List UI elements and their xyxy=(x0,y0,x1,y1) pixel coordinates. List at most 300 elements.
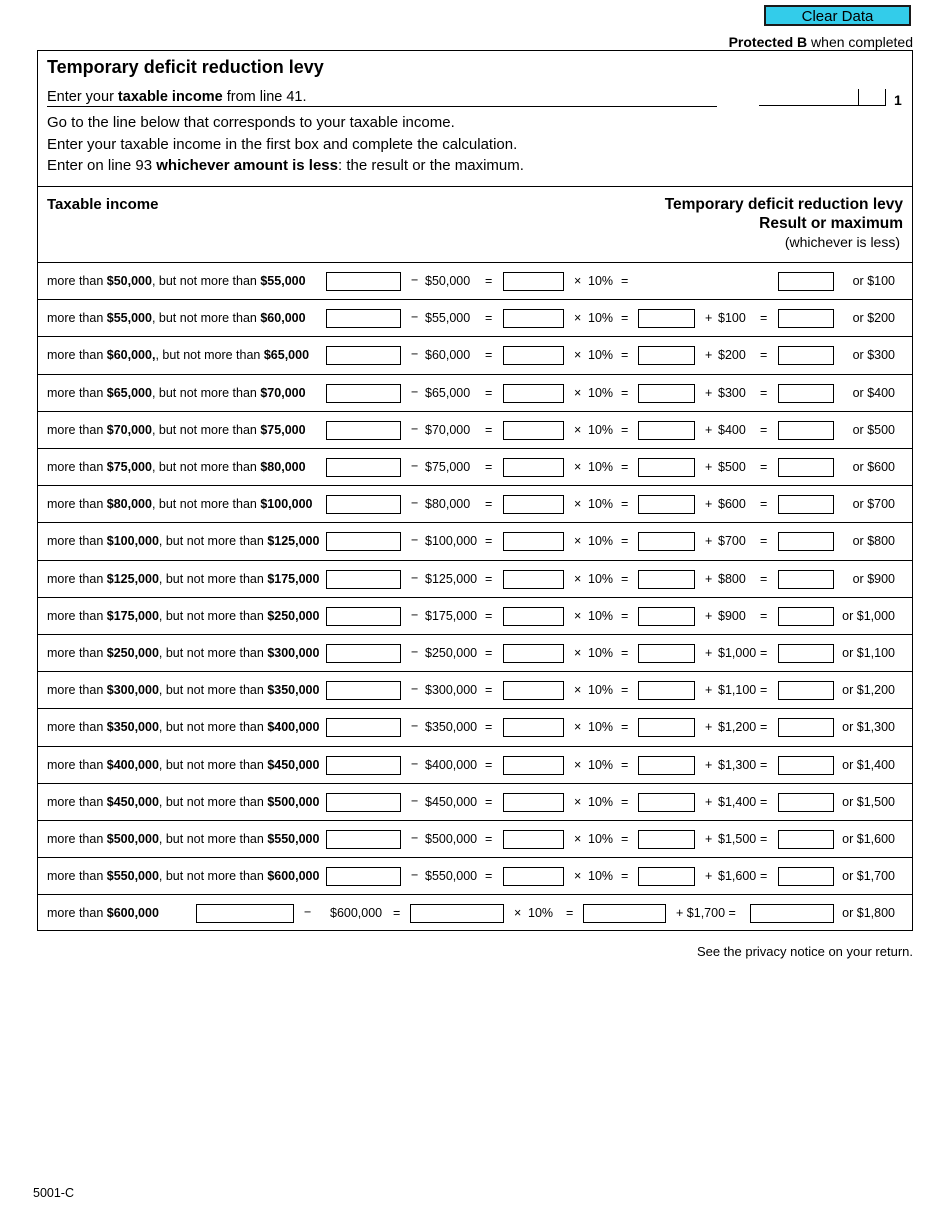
difference-field[interactable] xyxy=(503,309,564,328)
table-row xyxy=(38,522,912,559)
taxable-income-input[interactable] xyxy=(196,904,294,923)
equals-sign: = xyxy=(760,534,768,549)
minus-sign: − xyxy=(411,310,419,325)
taxable-income-input[interactable] xyxy=(326,309,401,328)
add-amount: $1,600 xyxy=(718,869,757,884)
difference-field[interactable] xyxy=(503,756,564,775)
equals-sign: = xyxy=(485,646,493,660)
equals-sign: = xyxy=(760,571,768,586)
add-amount: $400 xyxy=(718,422,746,437)
minus-sign: − xyxy=(411,756,419,771)
maximum-amount xyxy=(853,460,895,474)
bracket-description xyxy=(47,423,306,437)
product-field[interactable] xyxy=(638,570,695,589)
equals-sign: = xyxy=(621,720,629,735)
times-sign: × xyxy=(514,906,522,921)
more-than-text: more than xyxy=(47,794,107,809)
equals-sign: = xyxy=(621,608,629,623)
result-field[interactable] xyxy=(778,532,834,551)
bracket-low: $550,000 xyxy=(106,869,159,884)
privacy-notice: See the privacy notice on your return. xyxy=(696,944,913,959)
rate-label: 10% xyxy=(588,385,614,400)
bracket-high: $350,000 xyxy=(267,683,320,698)
equals-sign: = xyxy=(566,906,574,921)
bracket-high: $550,000 xyxy=(267,832,320,846)
subtract-amount: $80,000 xyxy=(425,497,471,512)
plus-sign: + xyxy=(705,757,713,772)
add-amount: $1,100 xyxy=(718,683,757,698)
or-text: or xyxy=(852,534,864,549)
result-field[interactable] xyxy=(778,421,834,440)
subtract-amount: $70,000 xyxy=(425,422,471,437)
more-than-text: more than xyxy=(47,422,107,437)
equals-sign: = xyxy=(621,385,629,400)
bracket-description xyxy=(47,572,319,586)
table-row xyxy=(38,299,912,336)
but-not-text: , but not more than xyxy=(158,794,268,809)
maximum-amount xyxy=(842,906,895,920)
but-not-text: , but not more than xyxy=(158,832,268,846)
taxable-income-input[interactable] xyxy=(326,421,401,440)
maximum-amount xyxy=(853,423,895,437)
or-text: or xyxy=(852,274,864,288)
equals-sign: = xyxy=(485,311,493,326)
or-text: or xyxy=(852,422,864,437)
taxable-income-input[interactable] xyxy=(326,867,401,886)
bracket-high: $70,000 xyxy=(260,385,306,400)
bracket-high: $60,000 xyxy=(260,311,306,326)
more-than-text: more than xyxy=(47,348,107,363)
taxable-income-input[interactable] xyxy=(326,272,401,291)
times-sign: × xyxy=(574,385,582,400)
max-value: $1,800 xyxy=(856,906,895,921)
product-field[interactable] xyxy=(638,309,695,328)
table-row xyxy=(38,894,912,931)
add-amount: $600 xyxy=(718,497,746,512)
but-not-text: , but not more than xyxy=(151,460,261,474)
line-number: 1 xyxy=(894,92,902,108)
taxable-income-input[interactable] xyxy=(326,607,401,626)
difference-field[interactable] xyxy=(503,272,564,291)
equals-sign: = xyxy=(393,906,401,921)
more-than-text: more than xyxy=(47,683,107,698)
or-text: or xyxy=(852,571,864,586)
times-sign: × xyxy=(574,720,582,735)
subtract-amount: $75,000 xyxy=(425,460,471,474)
max-value: $600 xyxy=(867,460,895,474)
more-than-text: more than xyxy=(47,571,107,586)
product-field[interactable] xyxy=(638,830,695,849)
taxable-income-input[interactable] xyxy=(326,570,401,589)
bracket-high: $65,000 xyxy=(263,348,310,363)
equals-sign: = xyxy=(760,757,768,772)
table-row xyxy=(38,634,912,671)
result-field[interactable] xyxy=(778,272,834,291)
maximum-amount xyxy=(842,683,895,697)
equals-sign: = xyxy=(485,460,493,474)
max-value: $1,500 xyxy=(856,794,895,809)
taxable-income-input[interactable] xyxy=(326,495,401,514)
more-than-text: more than xyxy=(47,646,107,660)
but-not-text: , but not more than xyxy=(151,385,261,400)
col-header-result: Result or maximum xyxy=(759,215,903,232)
rate-label: 10% xyxy=(588,720,614,735)
result-field[interactable] xyxy=(778,309,834,328)
bracket-description xyxy=(47,869,319,883)
more-than-text: more than xyxy=(47,757,107,772)
plus-sign: + xyxy=(705,385,713,400)
maximum-amount xyxy=(842,795,895,809)
more-than-text: more than xyxy=(47,311,107,326)
table-row xyxy=(38,448,912,485)
equals-sign: = xyxy=(621,460,629,474)
difference-field[interactable] xyxy=(503,718,564,737)
product-field[interactable] xyxy=(638,756,695,775)
equals-sign: = xyxy=(621,869,629,884)
result-field[interactable] xyxy=(778,607,834,626)
maximum-amount xyxy=(842,646,895,660)
max-value: $100 xyxy=(867,274,895,288)
table-row xyxy=(38,262,912,299)
equals-sign: = xyxy=(621,348,629,363)
taxable-income-input[interactable] xyxy=(326,532,401,551)
result-field[interactable] xyxy=(778,867,834,886)
equals-sign: = xyxy=(621,646,629,660)
col-header-levy: Temporary deficit reduction levy xyxy=(664,196,903,213)
or-text: or xyxy=(852,385,864,400)
minus-sign: − xyxy=(411,719,419,734)
add-amount: $1,300 xyxy=(718,757,757,772)
product-field[interactable] xyxy=(583,904,666,923)
equals-sign: = xyxy=(485,422,493,437)
bracket-description xyxy=(47,906,159,920)
clear-data-button[interactable]: Clear Data xyxy=(764,5,911,26)
taxable-income-input[interactable] xyxy=(326,681,401,700)
plus-sign: + xyxy=(705,869,713,884)
result-field[interactable] xyxy=(778,458,834,477)
taxable-income-input[interactable] xyxy=(326,644,401,663)
plus-sign: + xyxy=(705,683,713,698)
times-sign: × xyxy=(574,460,582,474)
add-amount: $900 xyxy=(718,608,746,623)
product-field[interactable] xyxy=(638,384,695,403)
table-row xyxy=(38,597,912,634)
bracket-high: $55,000 xyxy=(260,274,306,288)
difference-field[interactable] xyxy=(503,384,564,403)
difference-field[interactable] xyxy=(503,681,564,700)
minus-sign: − xyxy=(411,793,419,808)
subtract-amount: $175,000 xyxy=(425,608,478,623)
maximum-amount xyxy=(842,832,895,846)
result-field[interactable] xyxy=(778,644,834,663)
or-text: or xyxy=(842,794,854,809)
taxable-income-input[interactable] xyxy=(326,756,401,775)
subtract-amount: $55,000 xyxy=(425,311,471,326)
minus-sign: − xyxy=(411,607,419,622)
but-not-text: , but not more than xyxy=(158,683,268,698)
plus-sign: + xyxy=(705,608,713,623)
bracket-high: $100,000 xyxy=(260,497,313,512)
add-amount-group xyxy=(676,906,736,920)
difference-field[interactable] xyxy=(503,793,564,812)
col-header-taxable-income: Taxable income xyxy=(47,196,159,213)
maximum-amount xyxy=(853,348,895,362)
bracket-low: $400,000 xyxy=(106,757,159,772)
taxable-income-input[interactable] xyxy=(326,384,401,403)
plus-sign: + xyxy=(705,422,713,437)
equals-sign: = xyxy=(485,832,493,846)
bracket-description xyxy=(47,795,319,809)
difference-field[interactable] xyxy=(503,867,564,886)
col-header-note: (whichever is less) xyxy=(784,234,900,250)
times-sign: × xyxy=(574,869,582,884)
times-sign: × xyxy=(574,571,582,586)
add-amount: $800 xyxy=(718,571,746,586)
add-amount: $200 xyxy=(718,348,746,363)
bracket-description xyxy=(47,460,306,474)
more-than-text: more than xyxy=(47,534,107,549)
times-sign: × xyxy=(574,832,582,846)
plus-sign: + xyxy=(705,646,713,660)
bracket-low: $500,000 xyxy=(106,832,159,846)
bracket-high: $75,000 xyxy=(260,422,306,437)
plus-sign: + xyxy=(705,832,713,846)
taxable-income-input[interactable] xyxy=(326,793,401,812)
bracket-low: $125,000 xyxy=(106,571,159,586)
equals-sign: = xyxy=(760,348,768,363)
max-value: $1,100 xyxy=(856,646,895,660)
difference-field[interactable] xyxy=(410,904,504,923)
max-value: $1,200 xyxy=(856,683,895,698)
instruction-3 xyxy=(47,157,524,174)
times-sign: × xyxy=(574,646,582,660)
more-than-text: more than xyxy=(47,869,107,884)
equals-sign: = xyxy=(621,422,629,437)
result-field[interactable] xyxy=(778,756,834,775)
rate-label: 10% xyxy=(588,832,614,846)
plus-sign: + xyxy=(705,497,713,512)
result-field[interactable] xyxy=(778,830,834,849)
difference-field[interactable] xyxy=(503,495,564,514)
or-text: or xyxy=(842,608,854,623)
subtract-amount: $550,000 xyxy=(425,869,478,884)
bracket-high: $300,000 xyxy=(267,646,320,660)
equals-sign: = xyxy=(621,571,629,586)
add-amount: $1,000 xyxy=(718,646,757,660)
equals-sign: = xyxy=(760,869,768,884)
max-value: $500 xyxy=(867,422,895,437)
difference-field[interactable] xyxy=(503,830,564,849)
max-value: $1,700 xyxy=(856,869,895,884)
but-not-text: , but not more than xyxy=(151,274,261,288)
bracket-description xyxy=(47,534,319,548)
subtract-amount: $60,000 xyxy=(425,348,471,363)
bracket-low: $55,000 xyxy=(106,311,152,326)
difference-field[interactable] xyxy=(503,458,564,477)
subtract-amount: $450,000 xyxy=(425,794,478,809)
equals-sign: = xyxy=(621,311,629,326)
bracket-description xyxy=(47,274,306,288)
protected-b-bold: Protected B xyxy=(728,34,808,50)
bracket-low: $300,000 xyxy=(106,683,159,698)
but-not-text: , but not more than xyxy=(155,348,264,363)
table-row xyxy=(38,560,912,597)
product-field[interactable] xyxy=(638,681,695,700)
bracket-description xyxy=(47,683,319,697)
difference-field[interactable] xyxy=(503,346,564,365)
result-field[interactable] xyxy=(778,495,834,514)
but-not-text: , but not more than xyxy=(158,757,268,772)
more-than-text: more than xyxy=(47,720,107,735)
line1-cents-field[interactable] xyxy=(858,89,886,106)
more-than-text: more than xyxy=(47,460,107,474)
or-text: or xyxy=(842,832,854,846)
product-field[interactable] xyxy=(638,421,695,440)
but-not-text: , but not more than xyxy=(151,497,261,512)
bracket-high: $400,000 xyxy=(267,720,320,735)
plus-sign: + xyxy=(676,906,684,921)
add-amount: $1,700 xyxy=(686,906,726,921)
instruction-1: Go to the line below that corresponds to your taxable income. xyxy=(47,114,455,131)
add-amount: $1,500 xyxy=(718,832,757,846)
result-field[interactable] xyxy=(778,570,834,589)
result-field[interactable] xyxy=(778,681,834,700)
bracket-low: $70,000 xyxy=(106,422,152,437)
result-field[interactable] xyxy=(778,793,834,812)
instr3-suffix: : the result or the maximum. xyxy=(338,157,524,174)
max-value: $800 xyxy=(867,534,895,549)
difference-field[interactable] xyxy=(503,570,564,589)
equals-sign: = xyxy=(485,608,493,623)
more-than-text: more than xyxy=(47,385,107,400)
equals-sign: = xyxy=(760,683,768,698)
result-field[interactable] xyxy=(778,346,834,365)
minus-sign: − xyxy=(411,347,419,362)
product-field[interactable] xyxy=(638,607,695,626)
product-field[interactable] xyxy=(638,867,695,886)
product-field[interactable] xyxy=(638,495,695,514)
product-field[interactable] xyxy=(638,718,695,737)
plus-sign: + xyxy=(705,460,713,474)
or-text: or xyxy=(842,683,854,698)
equals-sign: = xyxy=(621,497,629,512)
max-value: $400 xyxy=(867,385,895,400)
times-sign: × xyxy=(574,348,582,363)
taxable-income-input[interactable] xyxy=(326,458,401,477)
line1-amount-field[interactable] xyxy=(759,89,886,106)
table-row xyxy=(38,783,912,820)
max-value: $1,600 xyxy=(856,832,895,846)
bracket-high: $125,000 xyxy=(267,534,320,549)
form-number: 5001-C xyxy=(33,1186,74,1200)
rate-label: 10% xyxy=(588,869,614,884)
result-field[interactable] xyxy=(750,904,834,923)
equals-sign: = xyxy=(760,720,768,735)
subtract-amount: $50,000 xyxy=(425,274,471,288)
maximum-amount xyxy=(853,386,895,400)
plus-sign: + xyxy=(705,348,713,363)
equals-sign: = xyxy=(760,460,768,474)
result-field[interactable] xyxy=(778,384,834,403)
product-field[interactable] xyxy=(638,793,695,812)
max-value: $300 xyxy=(867,348,895,363)
or-text: or xyxy=(842,757,854,772)
product-field[interactable] xyxy=(638,644,695,663)
difference-field[interactable] xyxy=(503,607,564,626)
product-field[interactable] xyxy=(638,458,695,477)
rate-label: 10% xyxy=(588,497,614,512)
max-value: $1,400 xyxy=(856,757,895,772)
more-than-text: more than xyxy=(47,274,107,288)
add-amount: $700 xyxy=(718,534,746,549)
minus-sign: − xyxy=(411,570,419,585)
subtract-amount: $65,000 xyxy=(425,385,471,400)
equals-sign: = xyxy=(485,869,493,884)
rate-label: 10% xyxy=(588,646,614,660)
more-than-text: more than xyxy=(47,497,107,512)
taxable-income-input[interactable] xyxy=(326,346,401,365)
times-sign: × xyxy=(574,683,582,698)
but-not-text: , but not more than xyxy=(158,534,268,549)
difference-field[interactable] xyxy=(503,532,564,551)
equals-sign: = xyxy=(760,497,768,512)
rate-label: 10% xyxy=(588,794,614,809)
result-field[interactable] xyxy=(778,718,834,737)
times-sign: × xyxy=(574,311,582,326)
maximum-amount xyxy=(853,311,895,325)
difference-field[interactable] xyxy=(503,421,564,440)
equals-sign: = xyxy=(621,534,629,549)
equals-sign: = xyxy=(621,757,629,772)
table-row xyxy=(38,708,912,745)
difference-field[interactable] xyxy=(503,644,564,663)
times-sign: × xyxy=(574,274,582,288)
minus-sign: − xyxy=(411,496,419,511)
plus-sign: + xyxy=(705,720,713,735)
bracket-low: $175,000 xyxy=(106,608,159,623)
taxable-income-input[interactable] xyxy=(326,718,401,737)
max-value: $1,000 xyxy=(856,608,895,623)
bracket-high: $450,000 xyxy=(267,757,320,772)
but-not-text: , but not more than xyxy=(151,422,261,437)
maximum-amount xyxy=(842,720,895,734)
minus-sign: − xyxy=(411,831,419,845)
rate-label: 10% xyxy=(588,534,614,549)
bracket-low: $60,000, xyxy=(106,348,156,363)
equals-sign: = xyxy=(485,757,493,772)
plus-sign: + xyxy=(705,311,713,326)
bracket-low: $100,000 xyxy=(106,534,159,549)
bracket-high: $80,000 xyxy=(260,460,306,474)
equals-sign: = xyxy=(760,311,768,326)
but-not-text: , but not more than xyxy=(151,311,261,326)
equals-sign: = xyxy=(485,683,493,698)
bracket-description xyxy=(47,609,319,623)
product-field[interactable] xyxy=(638,346,695,365)
rate-label: 10% xyxy=(588,348,614,363)
more-than-text: more than xyxy=(47,608,107,623)
plus-sign: + xyxy=(705,534,713,549)
product-field[interactable] xyxy=(638,532,695,551)
taxable-income-input[interactable] xyxy=(326,830,401,849)
equals-sign: = xyxy=(760,422,768,437)
add-amount: $1,400 xyxy=(718,794,757,809)
leader-line xyxy=(47,106,717,107)
line41-prefix: Enter your xyxy=(47,89,118,105)
subtract-amount: $400,000 xyxy=(425,757,478,772)
max-value: $200 xyxy=(867,311,895,326)
bracket-low: $80,000 xyxy=(106,497,152,512)
